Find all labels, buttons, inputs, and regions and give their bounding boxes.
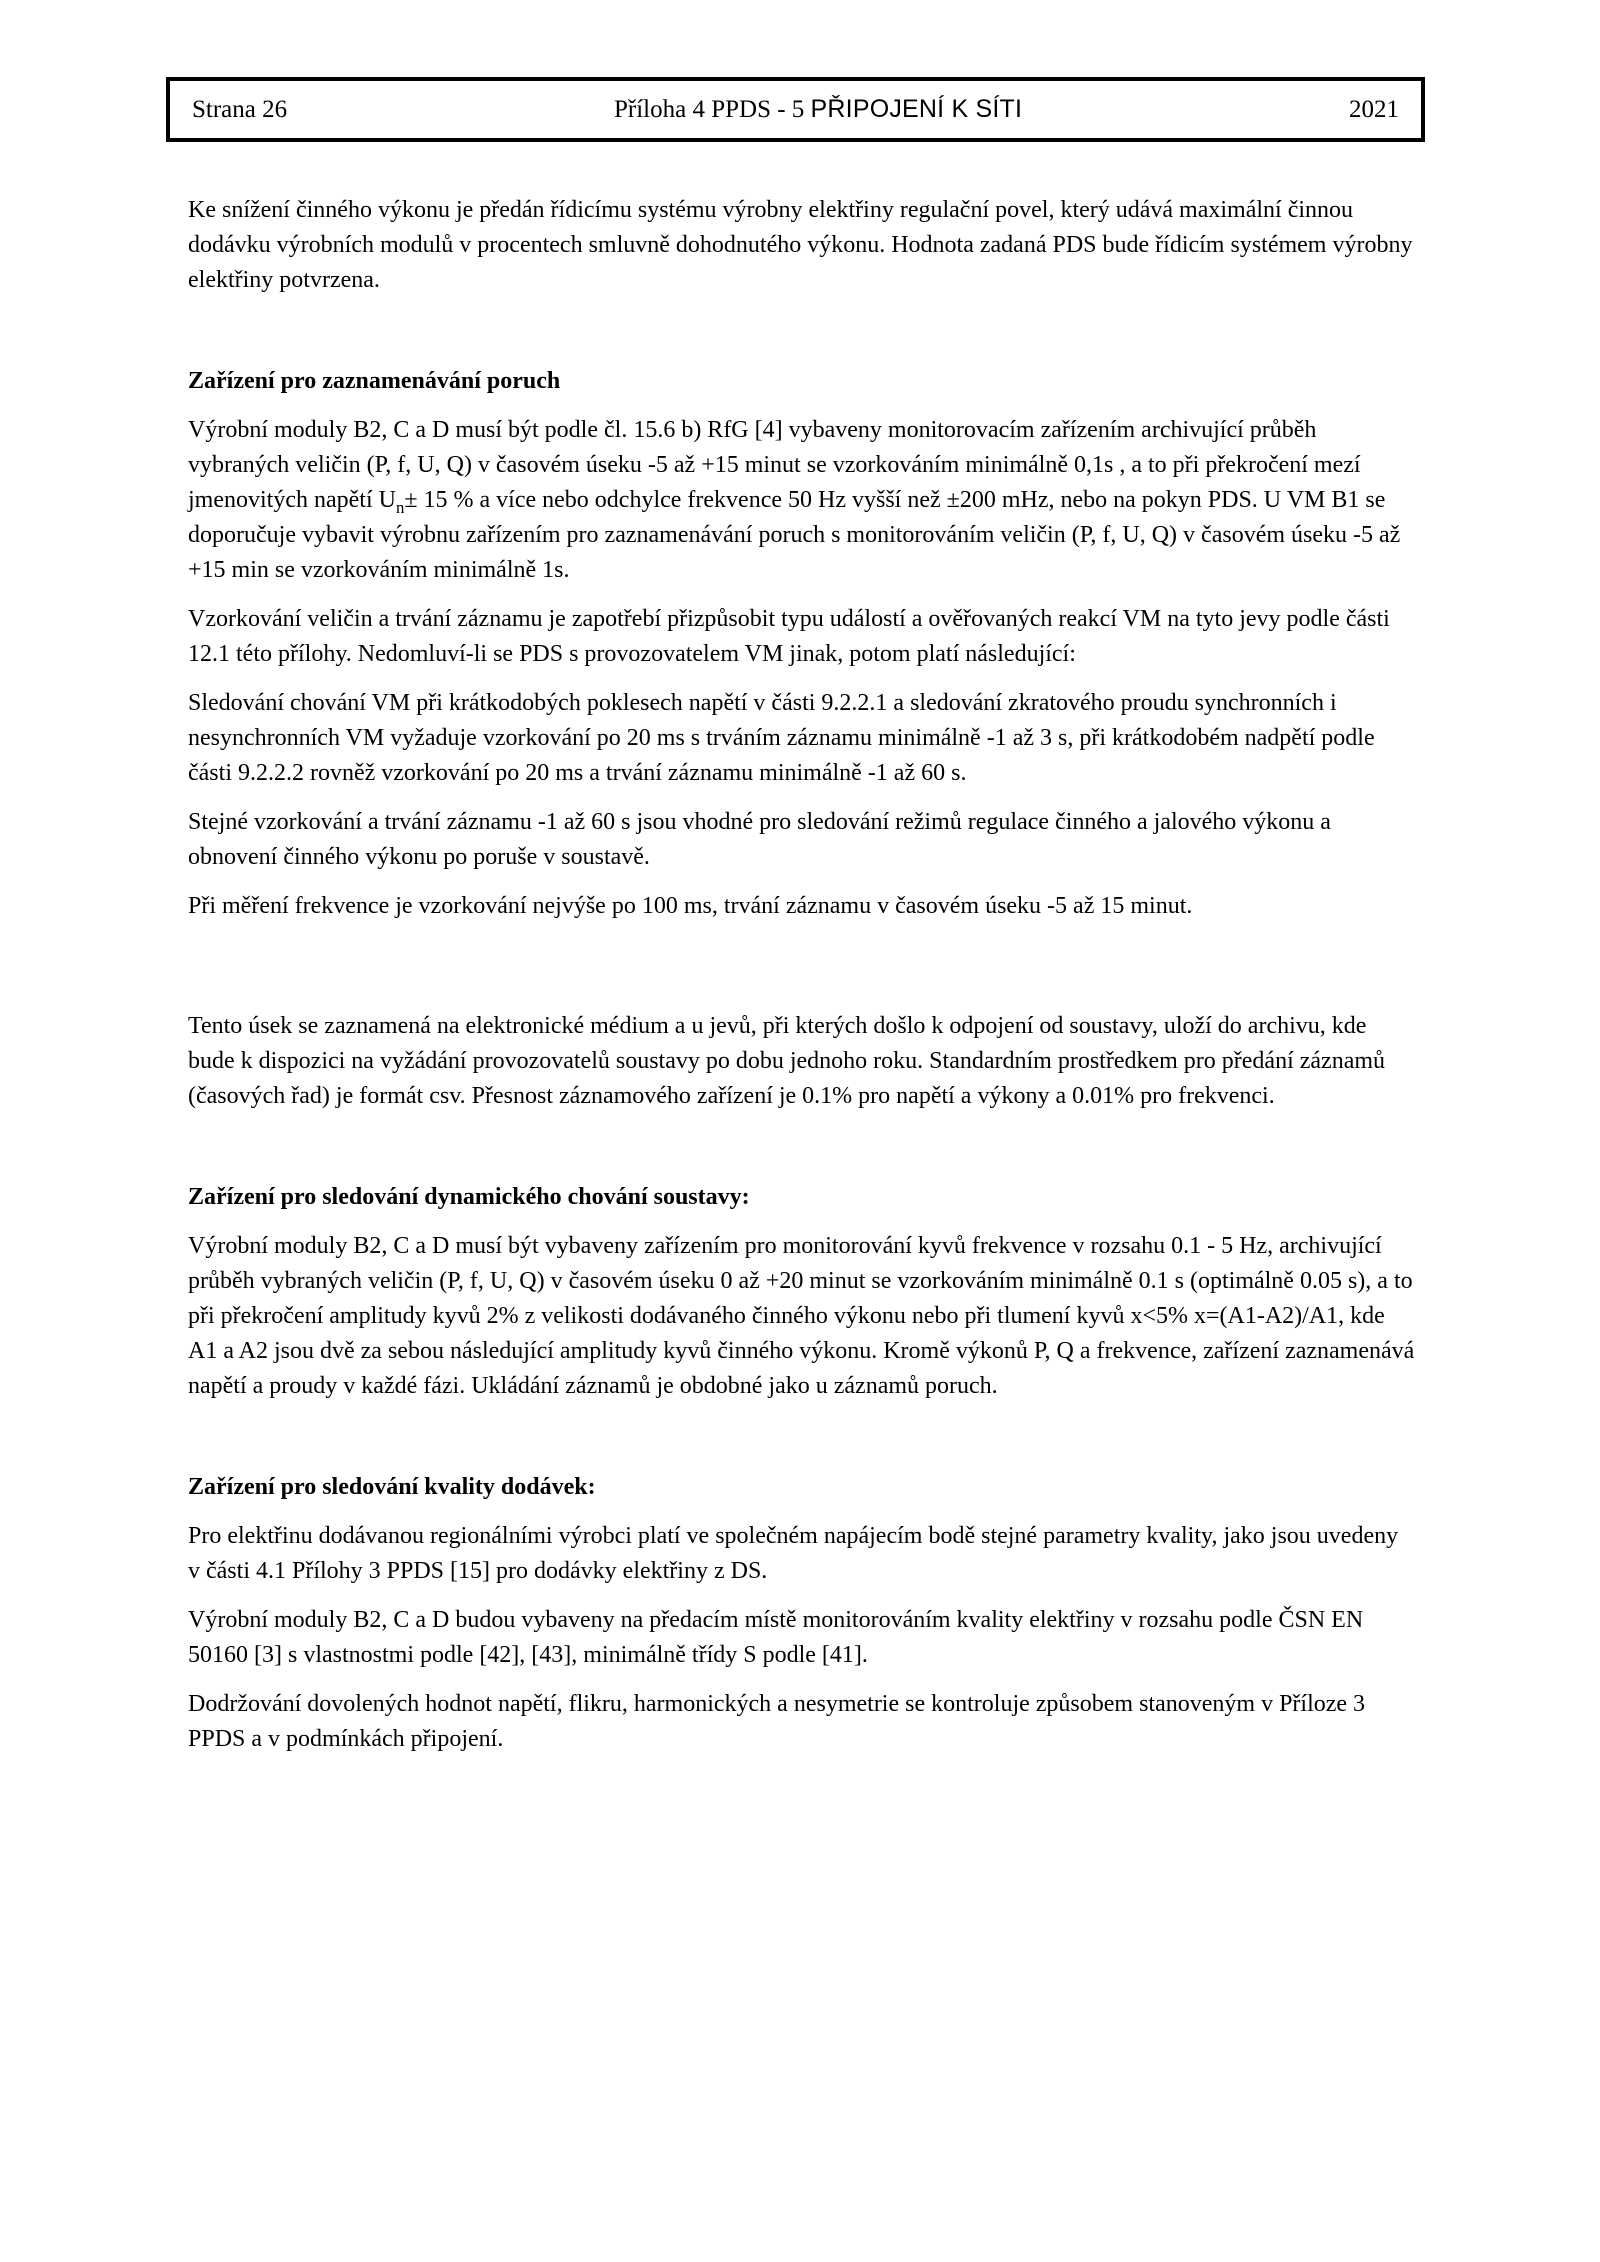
paragraph-fault-recording-1	[188, 413, 1416, 588]
paragraph-supply-quality-1: Pro elektřinu dodávanou regionálními výrobci platí ve společném napájecím bodě stejné parametry kvality, jako jsou uvedeny v části 4.1 Přílohy 3 PPDS [15] pro dodávky elektřiny z DS.	[188, 1523, 1399, 1584]
paragraph-dynamic-behaviour-1: Výrobní moduly B2, C a D musí být vybaveny zařízením pro monitorování kyvů frekvence v rozsahu 0.1 - 5 Hz, archivující průběh vybraných veličin (P, f, U, Q) v časovém úseku 0 až +20 minut se vzorkováním minimálně 0.1 s (optimálně 0.05 s), a to při překročení amplitudy kyvů 2% z velikosti dodávaného činného výkonu nebo při tlumení kyvů x<5% x=(A1-A2)/A1, kde A1 a A2 jsou dvě za sebou následující amplitudy kyvů činného výkonu. Kromě výkonů P, Q a frekvence, zařízení zaznamenává napětí a proudy v každé fázi. Ukládání záznamů je obdobné jako u záznamů poruch.	[188, 1233, 1415, 1399]
paragraph-supply-quality-3: Dodržování dovolených hodnot napětí, flikru, harmonických a nesymetrie se kontroluje způsobem stanoveným v Příloze 3 PPDS a v podmínkách připojení.	[188, 1691, 1366, 1752]
paragraph-fault-recording-3: Sledování chování VM při krátkodobých poklesech napětí v části 9.2.2.1 a sledování zkratového proudu synchronních i nesynchronních VM vyžaduje vzorkování po 20 ms s trváním záznamu minimálně -1 až 3 s, při krátkodobém nadpětí podle části 9.2.2.2 rovněž vzorkování po 20 ms a trvání záznamu minimálně -1 až 60 s.	[188, 690, 1375, 786]
page-header	[166, 77, 1425, 142]
paragraph-fault-recording-1-pre: Výrobní moduly B2, C a D musí být podle čl. 15.6 b) RfG [4] vybaveny monitorovacím zařízením archivující průběh vybraných veličin (P, f, U, Q) v časovém úseku -5 až +15 minut se vzorkováním minimálně 0,1s , a to při překročení mezí jmenovitých napětí U	[188, 417, 1361, 513]
paragraph-archiving: Tento úsek se zaznamená na elektronické médium a u jevů, při kterých došlo k odpojení od soustavy, uloží do archivu, kde bude k dispozici na vyžádání provozovatelů soustavy po dobu jednoho roku. Standardním prostředkem pro předání záznamů (časových řad) je formát csv. Přesnost záznamového zařízení je 0.1% pro napětí a výkony a 0.01% pro frekvenci.	[188, 1013, 1386, 1109]
document-body	[188, 193, 1416, 1771]
page-number-label: Strana 26	[192, 95, 288, 123]
document-title-sans-part: PŘIPOJENÍ K SÍTI	[810, 95, 1023, 123]
paragraph-intro: Ke snížení činného výkonu je předán řídicímu systému výrobny elektřiny regulační povel, který udává maximální činnou dodávku výrobních modulů v procentech smluvně dohodnutého výkonu. Hodnota zadaná PDS bude řídicím systémem výrobny elektřiny potvrzena.	[188, 197, 1413, 293]
section-heading-dynamic-behaviour: Zařízení pro sledování dynamického chování soustavy:	[188, 1184, 750, 1210]
paragraph-fault-recording-1-post: ± 15 % a více nebo odchylce frekvence 50 Hz vyšší než ±200 mHz, nebo na pokyn PDS. U VM B1 se doporučuje vybavit výrobnu zařízením pro zaznamenávání poruch s monitorováním veličin (P, f, U, Q) v časovém úseku -5 až +15 min se vzorkováním minimálně 1s.	[188, 487, 1401, 583]
paragraph-fault-recording-2: Vzorkování veličin a trvání záznamu je zapotřebí přizpůsobit typu událostí a ověřovaných reakcí VM na tyto jevy podle části 12.1 této přílohy. Nedomluví-li se PDS s provozovatelem VM jinak, potom platí následující:	[188, 606, 1390, 667]
paragraph-fault-recording-5: Při měření frekvence je vzorkování nejvýše po 100 ms, trvání záznamu v časovém úseku -5 až 15 minut.	[188, 893, 1193, 919]
document-title-serif-part: Příloha 4 PPDS - 5	[613, 96, 811, 123]
section-heading-supply-quality: Zařízení pro sledování kvality dodávek:	[188, 1474, 596, 1500]
paragraph-fault-recording-4: Stejné vzorkování a trvání záznamu -1 až 60 s jsou vhodné pro sledování režimů regulace činného a jalového výkonu a obnovení činného výkonu po poruše v soustavě.	[188, 809, 1331, 870]
subscript-n: n	[395, 497, 405, 517]
year-label: 2021	[1349, 95, 1399, 123]
section-heading-fault-recording: Zařízení pro zaznamenávání poruch	[188, 368, 561, 394]
paragraph-supply-quality-2: Výrobní moduly B2, C a D budou vybaveny na předacím místě monitorováním kvality elektřiny v rozsahu podle ČSN EN 50160 [3] s vlastnostmi podle [42], [43], minimálně třídy S podle [41].	[188, 1607, 1364, 1668]
document-title	[287, 95, 1349, 124]
